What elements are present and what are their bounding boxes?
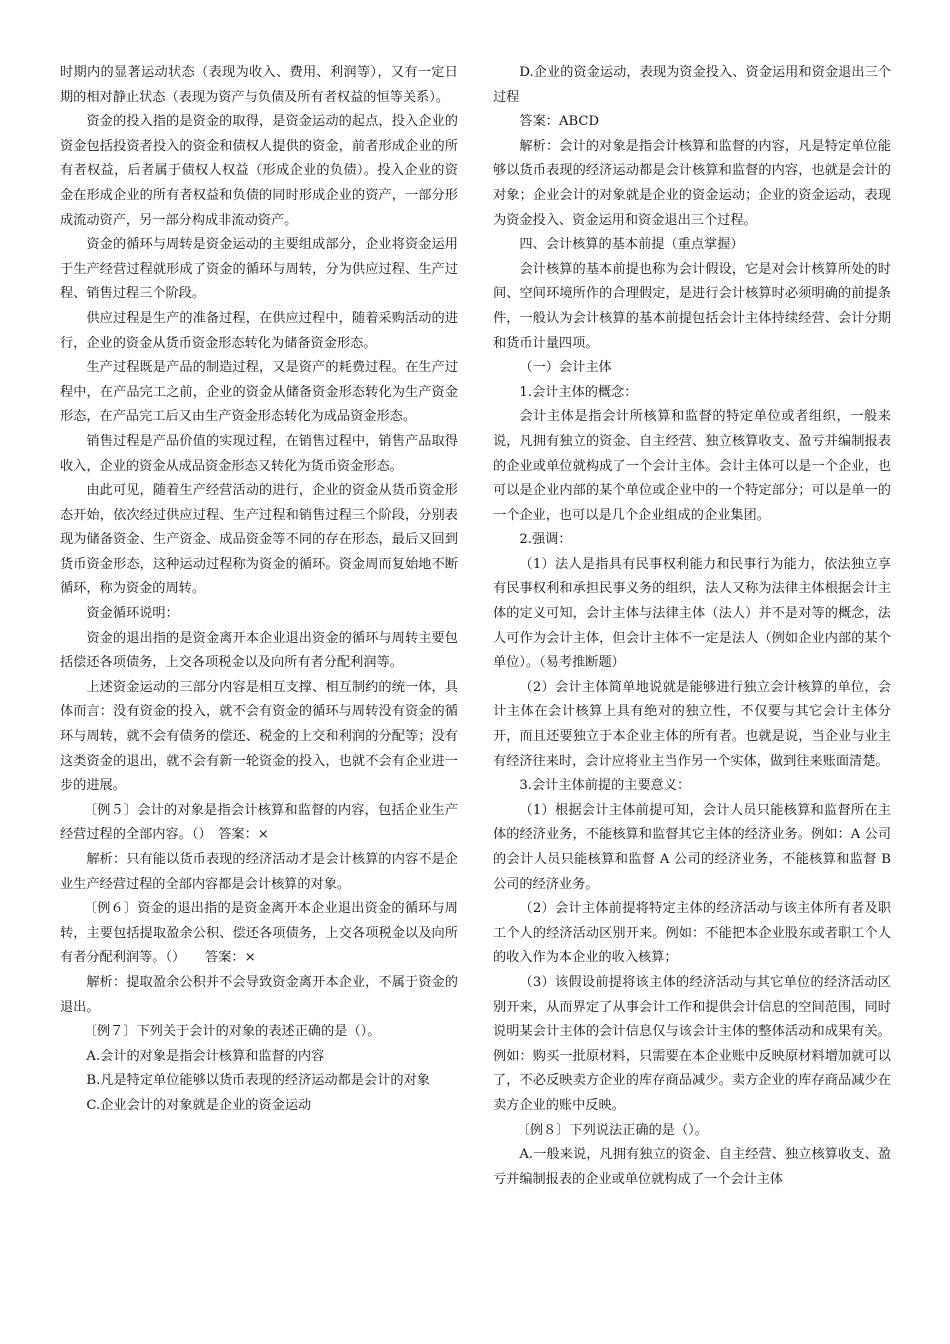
paragraph: 上述资金运动的三部分内容是相互支撑、相互制约的统一体，具体而言：没有资金的投入，就不会有资金的循环与周转没有资金的循环与周转，就不会有债务的偿还、税金的上交和利润的分配等；没有这类资金的退出，就不会有新一轮资金的投入，也就不会有企业进一步的进展。 <box>60 679 458 794</box>
paragraph: （2）会计主体简单地说就是能够进行独立会计核算的单位，会计主体在会计核算上具有绝对的独立性，不仅要与其它会计主体分开，而且还要独立于本企业主体的所有者。也就是说，当企业与业主有经济往来时，会计应将业主当作另一个实体，做到往来账面清楚。 <box>493 679 891 769</box>
example-question: 〔例８〕下列说法正确的是（）。 <box>516 1122 708 1138</box>
option-a: A.一般来说，凡拥有独立的资金、自主经营、独立核算收支、盈亏并编制报表的企业或单位就构成了一个会计主体 <box>493 1147 891 1187</box>
example-question: 〔例６〕资金的退出指的是资金离开本企业退出资金的循环与周转，主要包括提取盈余公积、偿还各项债务，上交各项税金以及向所有者分配利润等。（） 答案：× <box>60 901 458 966</box>
option-a: A.会计的对象是指会计核算和监督的内容 <box>86 1048 325 1064</box>
option-b: B.凡是特定单位能够以货币表现的经济运动都是会计的对象 <box>86 1073 430 1089</box>
subheading: 2.强调： <box>519 532 572 548</box>
subsection-heading: （一）会计主体 <box>519 360 612 376</box>
paragraph: 资金的循环与周转是资金运动的主要组成部分，企业将资金运用于生产经营过程就形成了资金的循环与周转，分为供应过程、生产过程、销售过程三个阶段。 <box>60 237 458 302</box>
paragraph: 销售过程是产品价值的实现过程，在销售过程中，销售产品取得收入，企业的资金从成品资金形态又转化为货币资金形态。 <box>60 433 458 474</box>
paragraph: 资金循环说明： <box>86 606 179 622</box>
analysis-paragraph: 解析：只有能以货币表现的经济活动才是会计核算的内容不是企业生产经营过程的全部内容都是会计核算的对象。 <box>60 852 458 892</box>
example-question: 〔例７〕下列关于会计的对象的表述正确的是（）。 <box>83 1024 381 1040</box>
paragraph: （2）会计主体前提将特定主体的经济活动与该主体所有者及职工个人的经济活动区别开来。例如：不能把本企业股东或者职工个人的收入作为本企业的收入核算； <box>493 901 891 966</box>
paragraph: （1）根据会计主体前提可知，会计人员只能核算和监督所在主体的经济业务，不能核算和监督其它主体的经济业务。例如：A 公司的会计人员只能核算和监督 A 公司的经济业务，不能核算和监督 B 公司的经济业务。 <box>493 802 891 892</box>
paragraph: 会计核算的基本前提也称为会计假设，它是对会计核算所处的时间、空间环境所作的合理假定，是进行会计核算时必须明确的前提条件，一般认为会计核算的基本前提包括会计主体持续经营、会计分期和货币计量四项。 <box>493 261 891 351</box>
paragraph: 会计主体是指会计所核算和监督的特定单位或者组织，一般来说，凡拥有独立的资金、自主经营、独立核算收支、盈亏并编制报表的企业或单位就构成了一个会计主体。会计主体可以是一个企业，也可以是企业内部的某个单位或企业中的一个特定部分；可以是单一的一个企业，也可以是几个企业组成的企业集团。 <box>493 409 891 523</box>
right-column <box>493 61 891 1192</box>
left-column <box>60 61 458 1119</box>
subheading: 1.会计主体的概念： <box>519 384 638 400</box>
paragraph: 供应过程是生产的准备过程，在供应过程中，随着采购活动的进行，企业的资金从货币资金形态转化为储备资金形态。 <box>60 310 458 351</box>
option-d: D.企业的资金运动，表现为资金投入、资金运用和资金退出三个过程 <box>493 65 891 105</box>
paragraph: 时期内的显著运动状态（表现为收入、费用、利润等），又有一定日期的相对静止状态（表现为资产与负债及所有者权益的恒等关系）。 <box>60 65 458 105</box>
paragraph: 生产过程既是产品的制造过程，又是资产的耗费过程。在生产过程中，在产品完工之前，企业的资金从储备资金形态转化为生产资金形态，在产品完工后又由生产资金形态转化为成品资金形态。 <box>60 360 458 425</box>
paragraph: 由此可见，随着生产经营活动的进行，企业的资金从货币资金形态开始，依次经过供应过程、生产过程和销售过程三个阶段，分别表现为储备资金、生产资金、成品资金等不同的存在形态，最后又回到货币资金形态，这种运动过程称为资金的循环。资金周而复始地不断循环，称为资金的周转。 <box>60 483 458 597</box>
answer: 答案：ABCD <box>519 114 600 130</box>
option-c: C.企业会计的对象就是企业的资金运动 <box>86 1097 312 1113</box>
paragraph: （1）法人是指具有民事权利能力和民事行为能力，依法独立享有民事权利和承担民事义务的组织，法人又称为法律主体根据会计主体的定义可知，会计主体与法律主体（法人）并不是对等的概念，法人可作为会计主体，但会计主体不一定是法人（例如企业内部的某个单位）。（易考推断题） <box>493 556 891 671</box>
paragraph: 资金的投入指的是资金的取得，是资金运动的起点，投入企业的资金包括投资者投入的资金和债权人提供的资金，前者形成企业的所有者权益，后者属于债权人权益（形成企业的负债）。投入企业的资金在形成企业的所有者权益和负债的同时形成企业的资产，一部分形成流动资产，另一部分构成非流动资产。 <box>60 114 458 228</box>
paragraph: 资金的退出指的是资金离开本企业退出资金的循环与周转主要包括偿还各项债务，上交各项税金以及向所有者分配利润等。 <box>60 630 458 671</box>
analysis-paragraph: 解析：会计的对象是指会计核算和监督的内容，凡是特定单位能够以货币表现的经济运动都是会计核算和监督的内容，也就是会计的对象；企业会计的对象就是企业的资金运动；企业的资金运动，表现为资金投入、资金运用和资金退出三个过程。 <box>493 138 891 228</box>
subheading: 3.会计主体前提的主要意义： <box>519 778 691 794</box>
section-heading: 四、会计核算的基本前提（重点掌握） <box>519 237 744 253</box>
paragraph: （3）该假设前提将该主体的经济活动与其它单位的经济活动区别开来，从而界定了从事会计工作和提供会计信息的空间范围，同时说明某会计主体的会计信息仅与该会计主体的整体活动和成果有关。例如：购买一批原材料，只需要在本企业账中反映原材料增加就可以了，不必反映卖方企业的库存商品减少。卖方企业的库存商品减少在卖方企业的账中反映。 <box>493 974 891 1113</box>
analysis-paragraph: 解析：提取盈余公积并不会导致资金离开本企业，不属于资金的退出。 <box>60 974 458 1015</box>
example-question: 〔例５〕会计的对象是指会计核算和监督的内容，包括企业生产经营过程的全部内容。（） 答案：× <box>60 802 458 843</box>
